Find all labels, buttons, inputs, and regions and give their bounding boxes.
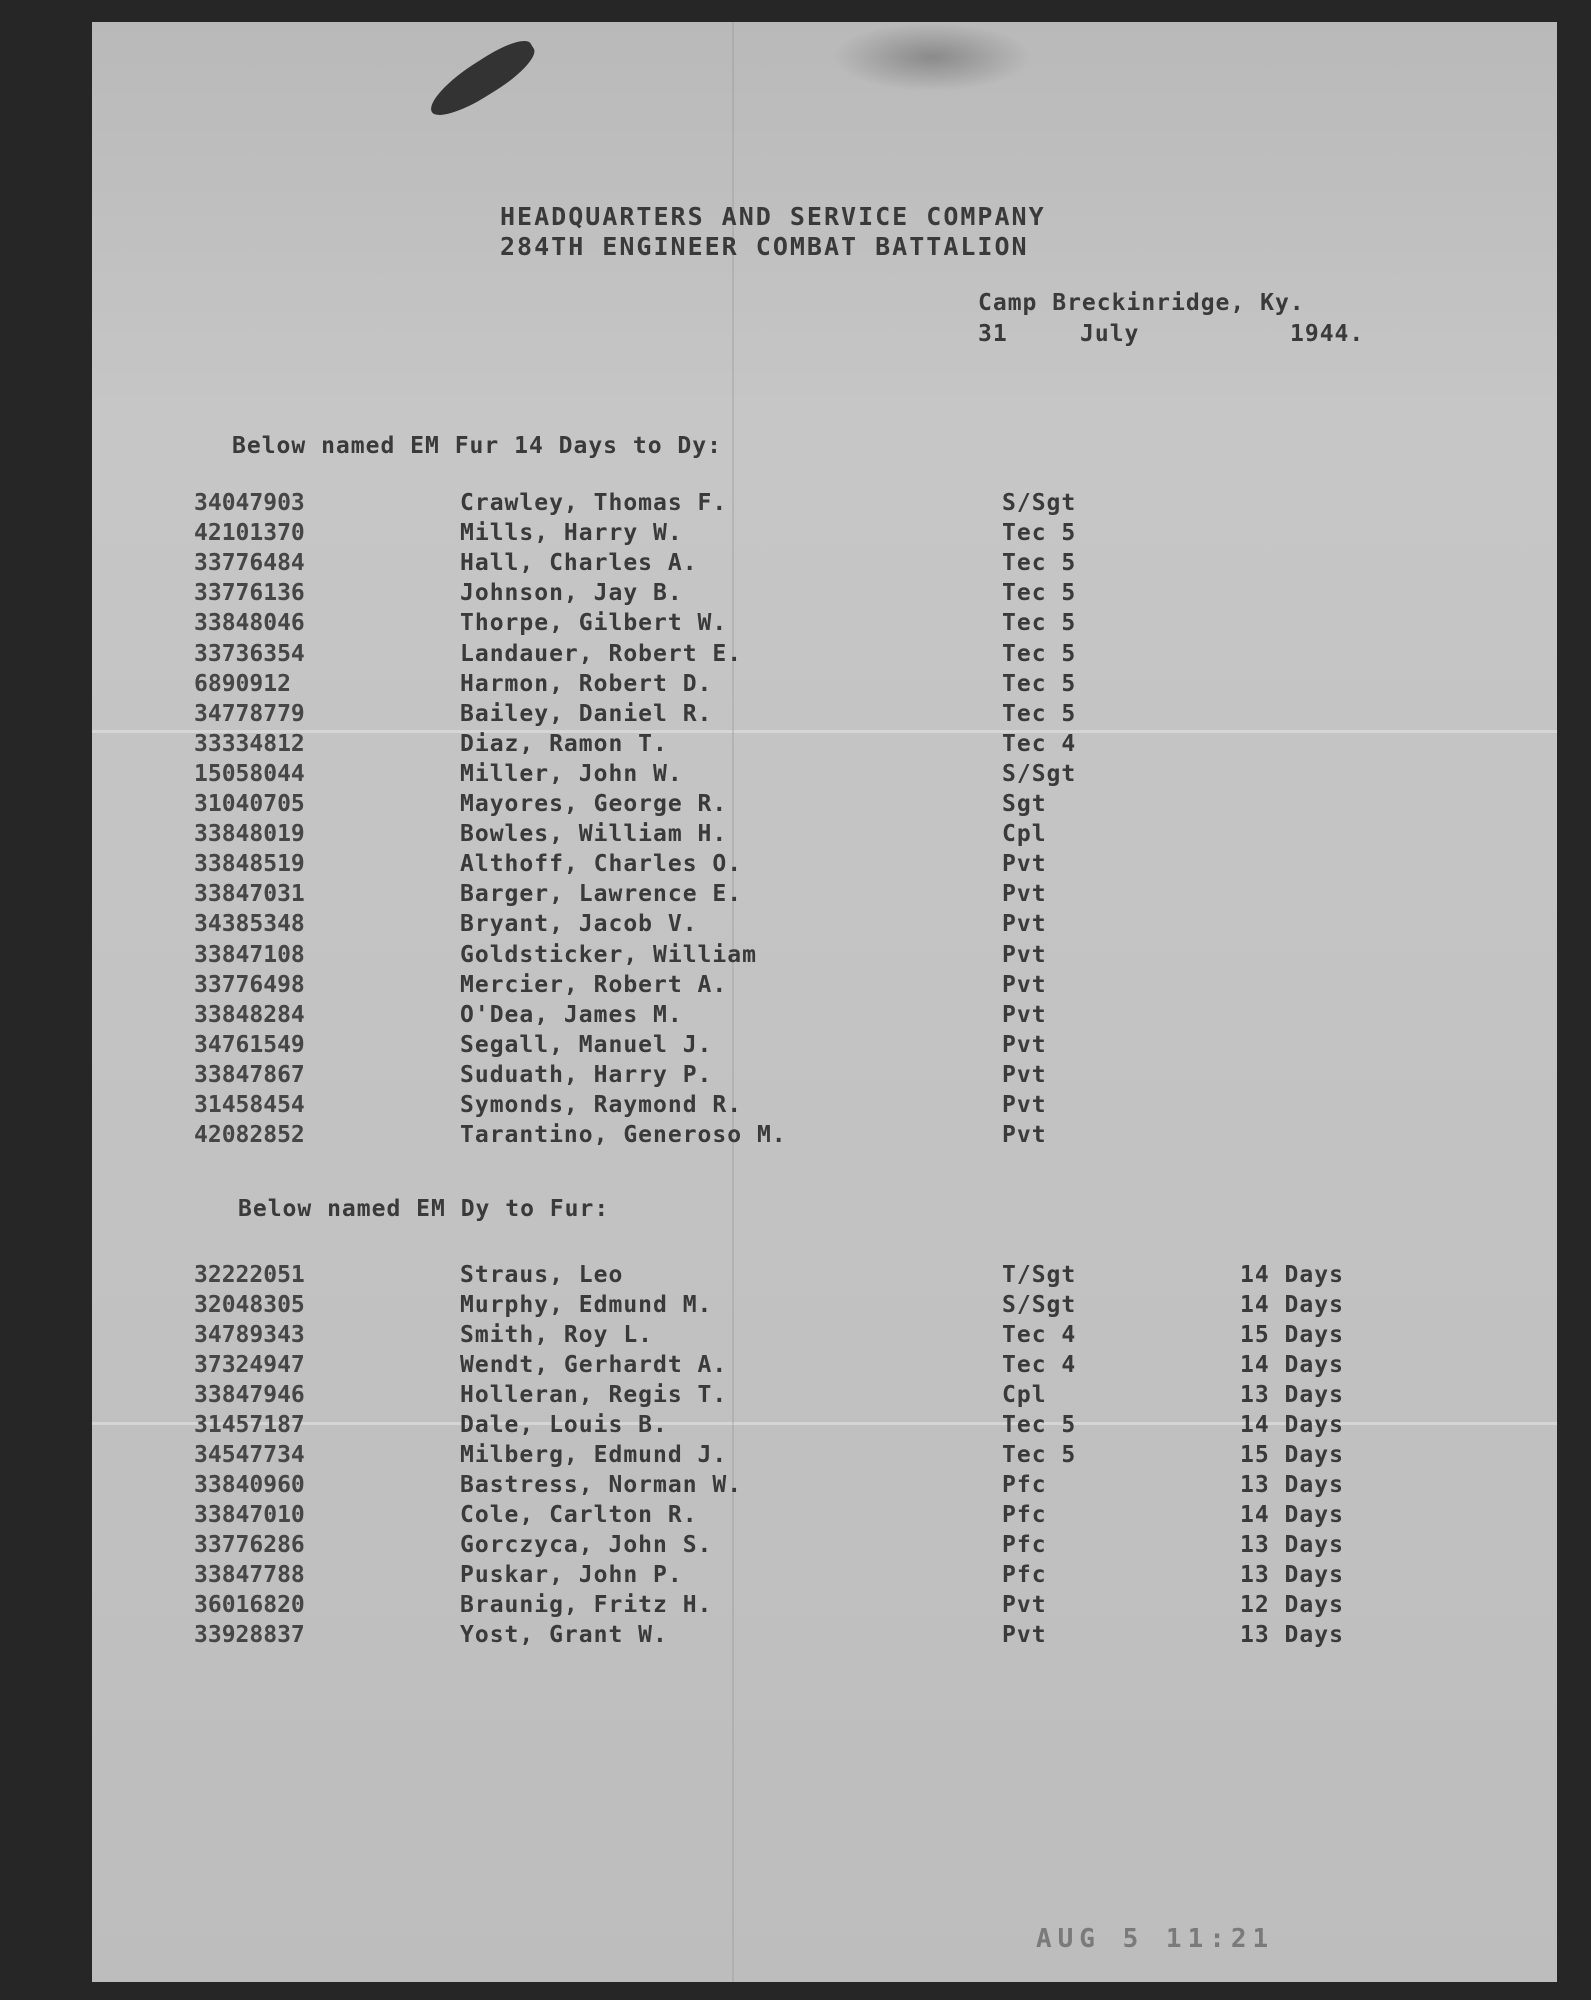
member-name: Gorczyca, John S. bbox=[460, 1532, 713, 1558]
serial-number: 33840960 bbox=[194, 1472, 305, 1498]
member-name: Dale, Louis B. bbox=[460, 1412, 668, 1438]
serial-number: 34547734 bbox=[194, 1442, 305, 1468]
serial-number: 34761549 bbox=[194, 1031, 305, 1058]
member-name: Miller, John W. bbox=[460, 760, 683, 787]
member-rank: Tec 5 bbox=[1002, 1442, 1077, 1468]
furlough-days: 13 Days bbox=[1240, 1472, 1344, 1498]
serial-number: 36016820 bbox=[194, 1592, 305, 1618]
serial-number: 42082852 bbox=[194, 1122, 305, 1149]
header-line-2: 284TH ENGINEER COMBAT BATTALION bbox=[500, 232, 1029, 261]
member-name: Bryant, Jacob V. bbox=[460, 911, 698, 938]
serial-number: 42101370 bbox=[194, 520, 305, 547]
document-page bbox=[92, 22, 1557, 1982]
member-rank: Pfc bbox=[1002, 1562, 1047, 1588]
serial-number: 33776498 bbox=[194, 971, 305, 998]
member-rank: Tec 5 bbox=[1002, 700, 1077, 727]
member-name: Tarantino, Generoso M. bbox=[460, 1122, 787, 1149]
member-rank: Sgt bbox=[1002, 791, 1047, 817]
furlough-days: 14 Days bbox=[1240, 1352, 1344, 1378]
member-name: Symonds, Raymond R. bbox=[460, 1092, 743, 1118]
serial-number: 33776136 bbox=[194, 580, 305, 607]
member-name: Holleran, Regis T. bbox=[460, 1382, 728, 1408]
member-rank: S/Sgt bbox=[1002, 490, 1077, 516]
furlough-days: 14 Days bbox=[1240, 1502, 1344, 1528]
serial-number: 33776286 bbox=[194, 1532, 305, 1558]
serial-number: 33848046 bbox=[194, 610, 305, 637]
member-name: Yost, Grant W. bbox=[460, 1622, 668, 1648]
member-rank: Tec 5 bbox=[1002, 670, 1077, 697]
member-rank: Pvt bbox=[1002, 941, 1047, 968]
member-rank: Cpl bbox=[1002, 1382, 1047, 1408]
member-rank: Tec 5 bbox=[1002, 1412, 1077, 1438]
member-name: Althoff, Charles O. bbox=[460, 851, 743, 878]
member-name: Bailey, Daniel R. bbox=[460, 700, 713, 727]
member-name: Barger, Lawrence E. bbox=[460, 881, 743, 908]
serial-number: 31458454 bbox=[194, 1092, 305, 1118]
member-rank: Tec 4 bbox=[1002, 1322, 1077, 1348]
serial-number: 33847010 bbox=[194, 1502, 305, 1528]
paper-crease bbox=[832, 22, 1032, 92]
member-name: Goldsticker, William bbox=[460, 941, 757, 968]
member-rank: Pvt bbox=[1002, 971, 1047, 998]
member-rank: S/Sgt bbox=[1002, 760, 1077, 787]
member-name: Bastress, Norman W. bbox=[460, 1472, 743, 1498]
member-rank: Pvt bbox=[1002, 881, 1047, 908]
fold-line-vertical bbox=[732, 22, 734, 1982]
serial-number: 33334812 bbox=[194, 730, 305, 757]
member-name: Thorpe, Gilbert W. bbox=[460, 610, 728, 637]
date-year: 1944. bbox=[1290, 321, 1365, 347]
date-month: July bbox=[1080, 321, 1140, 347]
furlough-days: 15 Days bbox=[1240, 1322, 1344, 1348]
serial-number: 33848019 bbox=[194, 821, 305, 848]
member-rank: S/Sgt bbox=[1002, 1292, 1077, 1318]
member-rank: Pvt bbox=[1002, 1092, 1047, 1118]
member-name: Braunig, Fritz H. bbox=[460, 1592, 713, 1618]
furlough-days: 14 Days bbox=[1240, 1292, 1344, 1318]
received-stamp: AUG 5 11:21 bbox=[1036, 1924, 1275, 1954]
serial-number: 33847946 bbox=[194, 1382, 305, 1408]
serial-number: 6890912 bbox=[194, 670, 291, 697]
section1-title: Below named EM Fur 14 Days to Dy: bbox=[232, 433, 722, 459]
member-name: Mercier, Robert A. bbox=[460, 971, 728, 998]
furlough-days: 12 Days bbox=[1240, 1592, 1344, 1618]
member-name: Crawley, Thomas F. bbox=[460, 490, 728, 516]
member-name: Smith, Roy L. bbox=[460, 1322, 654, 1348]
member-name: Harmon, Robert D. bbox=[460, 670, 713, 697]
serial-number: 31457187 bbox=[194, 1412, 305, 1438]
member-name: Bowles, William H. bbox=[460, 821, 728, 848]
member-name: Mills, Harry W. bbox=[460, 520, 683, 547]
header-line-1: HEADQUARTERS AND SERVICE COMPANY bbox=[500, 202, 1046, 231]
member-rank: Pvt bbox=[1002, 851, 1047, 878]
member-rank: Tec 5 bbox=[1002, 580, 1077, 607]
member-rank: Tec 4 bbox=[1002, 730, 1077, 757]
member-name: O'Dea, James M. bbox=[460, 1001, 683, 1028]
member-rank: Tec 5 bbox=[1002, 550, 1077, 577]
member-name: Milberg, Edmund J. bbox=[460, 1442, 728, 1468]
member-rank: Pvt bbox=[1002, 1061, 1047, 1088]
serial-number: 34789343 bbox=[194, 1322, 305, 1348]
furlough-days: 14 Days bbox=[1240, 1412, 1344, 1438]
serial-number: 34778779 bbox=[194, 700, 305, 727]
serial-number: 34047903 bbox=[194, 490, 305, 516]
member-rank: Tec 5 bbox=[1002, 610, 1077, 637]
serial-number: 33847108 bbox=[194, 941, 305, 968]
member-name: Murphy, Edmund M. bbox=[460, 1292, 713, 1318]
member-rank: T/Sgt bbox=[1002, 1262, 1077, 1288]
member-name: Cole, Carlton R. bbox=[460, 1502, 698, 1528]
serial-number: 33736354 bbox=[194, 640, 305, 667]
member-rank: Pfc bbox=[1002, 1472, 1047, 1498]
member-name: Johnson, Jay B. bbox=[460, 580, 683, 607]
fold-line bbox=[92, 730, 1557, 733]
serial-number: 33776484 bbox=[194, 550, 305, 577]
furlough-days: 15 Days bbox=[1240, 1442, 1344, 1468]
furlough-days: 13 Days bbox=[1240, 1562, 1344, 1588]
serial-number: 33847788 bbox=[194, 1562, 305, 1588]
section2-title: Below named EM Dy to Fur: bbox=[238, 1196, 610, 1222]
member-name: Wendt, Gerhardt A. bbox=[460, 1352, 728, 1378]
member-name: Landauer, Robert E. bbox=[460, 640, 743, 667]
member-rank: Tec 5 bbox=[1002, 520, 1077, 547]
furlough-days: 13 Days bbox=[1240, 1622, 1344, 1648]
serial-number: 31040705 bbox=[194, 791, 305, 817]
member-rank: Pvt bbox=[1002, 1031, 1047, 1058]
member-name: Segall, Manuel J. bbox=[460, 1031, 713, 1058]
serial-number: 37324947 bbox=[194, 1352, 305, 1378]
serial-number: 34385348 bbox=[194, 911, 305, 938]
member-name: Puskar, John P. bbox=[460, 1562, 683, 1588]
member-name: Hall, Charles A. bbox=[460, 550, 698, 577]
member-rank: Tec 4 bbox=[1002, 1352, 1077, 1378]
ink-stain bbox=[422, 33, 542, 125]
member-rank: Tec 5 bbox=[1002, 640, 1077, 667]
member-rank: Pvt bbox=[1002, 1622, 1047, 1648]
member-name: Suduath, Harry P. bbox=[460, 1061, 713, 1088]
serial-number: 33847031 bbox=[194, 881, 305, 908]
serial-number: 15058044 bbox=[194, 760, 305, 787]
member-rank: Cpl bbox=[1002, 821, 1047, 848]
member-name: Mayores, George R. bbox=[460, 791, 728, 817]
member-rank: Pvt bbox=[1002, 1122, 1047, 1149]
serial-number: 33847867 bbox=[194, 1061, 305, 1088]
furlough-days: 13 Days bbox=[1240, 1532, 1344, 1558]
serial-number: 33928837 bbox=[194, 1622, 305, 1648]
member-rank: Pfc bbox=[1002, 1532, 1047, 1558]
furlough-days: 13 Days bbox=[1240, 1382, 1344, 1408]
document-place: Camp Breckinridge, Ky. bbox=[978, 290, 1305, 316]
furlough-days: 14 Days bbox=[1240, 1262, 1344, 1288]
member-name: Diaz, Ramon T. bbox=[460, 730, 668, 757]
serial-number: 33848519 bbox=[194, 851, 305, 878]
member-name: Straus, Leo bbox=[460, 1262, 624, 1288]
serial-number: 32048305 bbox=[194, 1292, 305, 1318]
member-rank: Pvt bbox=[1002, 1001, 1047, 1028]
member-rank: Pfc bbox=[1002, 1502, 1047, 1528]
serial-number: 33848284 bbox=[194, 1001, 305, 1028]
serial-number: 32222051 bbox=[194, 1262, 305, 1288]
member-rank: Pvt bbox=[1002, 911, 1047, 938]
date-day: 31 bbox=[978, 321, 1008, 347]
member-rank: Pvt bbox=[1002, 1592, 1047, 1618]
